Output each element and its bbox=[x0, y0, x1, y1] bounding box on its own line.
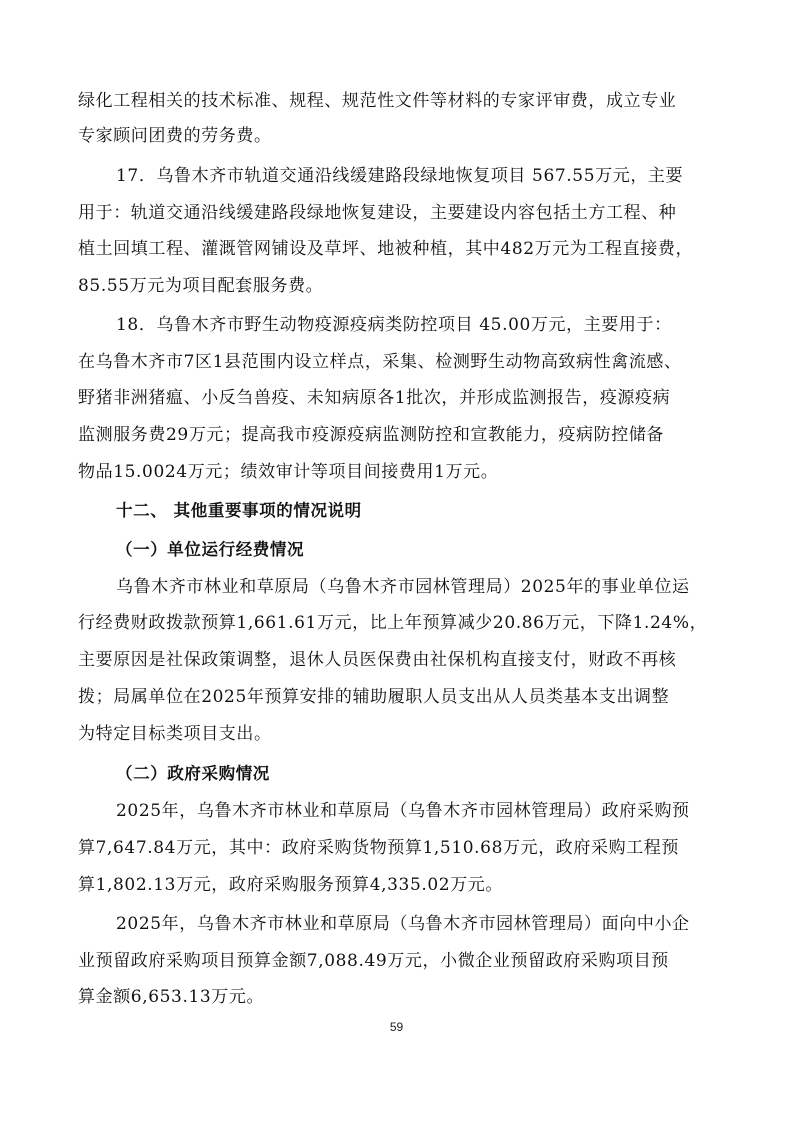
paragraph-line: 野猪非洲猪瘟、小反刍兽疫、未知病原各1批次，并形成监测报告，疫源疫病 bbox=[78, 388, 671, 408]
paragraph-line: 专家顾问团费的劳务费。 bbox=[78, 126, 272, 146]
paragraph-line: 绿化工程相关的技术标准、规程、规范性文件等材料的专家评审费，成立专业 bbox=[78, 91, 677, 111]
paragraph-line: 算7,647.84万元，其中：政府采购货物预算1,510.68万元，政府采购工程预 bbox=[78, 838, 680, 858]
paragraph-line: 18．乌鲁木齐市野生动物疫源疫病类防控项目 45.00万元，主要用于： bbox=[116, 315, 672, 335]
paragraph-line: 行经费财政拨款预算1,661.61万元，比上年预算减少20.86万元，下降1.24%， bbox=[78, 613, 708, 633]
section-heading: 十二、 其他重要事项的情况说明 bbox=[116, 501, 362, 520]
paragraph-line: 拨；局属单位在2025年预算安排的辅助履职人员支出从人员类基本支出调整 bbox=[78, 687, 670, 707]
paragraph-line: 2025年，乌鲁木齐市林业和草原局（乌鲁木齐市园林管理局）面向中小企 bbox=[116, 914, 690, 934]
paragraph-line: 物品15.0024万元；绩效审计等项目间接费用1万元。 bbox=[78, 462, 499, 482]
paragraph-line: 植土回填工程、灌溉管网铺设及草坪、地被种植，其中482万元为工程直接费， bbox=[78, 239, 694, 259]
paragraph-line: 监测服务费29万元；提高我市疫源疫病监测防控和宣教能力，疫病防控储备 bbox=[78, 425, 665, 445]
paragraph-line: 算1,802.13万元，政府采购服务预算4,335.02万元。 bbox=[78, 875, 504, 895]
subsection-heading: （二）政府采购情况 bbox=[116, 764, 270, 783]
paragraph-line: 用于：轨道交通沿线缓建路段绿地恢复建设，主要建设内容包括土方工程、种 bbox=[78, 203, 677, 223]
paragraph-line: 乌鲁木齐市林业和草原局（乌鲁木齐市园林管理局）2025年的事业单位运 bbox=[116, 577, 690, 597]
paragraph-line: 17．乌鲁木齐市轨道交通沿线缓建路段绿地恢复项目 567.55万元，主要 bbox=[116, 166, 684, 186]
paragraph-line: 业预留政府采购项目预算金额7,088.49万元，小微企业预留政府采购项目预 bbox=[78, 951, 669, 971]
page-number: 59 bbox=[389, 1020, 404, 1034]
paragraph-line: 算金额6,653.13万元。 bbox=[78, 987, 265, 1007]
paragraph-line: 在乌鲁木齐市7区1县范围内设立样点，采集、检测野生动物高致病性禽流感、 bbox=[78, 352, 682, 372]
paragraph-line: 为特定目标类项目支出。 bbox=[78, 724, 272, 744]
paragraph-line: 85.55万元为项目配套服务费。 bbox=[78, 276, 324, 296]
subsection-heading: （一）单位运行经费情况 bbox=[116, 540, 305, 559]
paragraph-line: 2025年，乌鲁木齐市林业和草原局（乌鲁木齐市园林管理局）政府采购预 bbox=[116, 801, 690, 821]
paragraph-line: 主要原因是社保政策调整，退休人员医保费由社保机构直接支付，财政不再核 bbox=[78, 650, 677, 670]
